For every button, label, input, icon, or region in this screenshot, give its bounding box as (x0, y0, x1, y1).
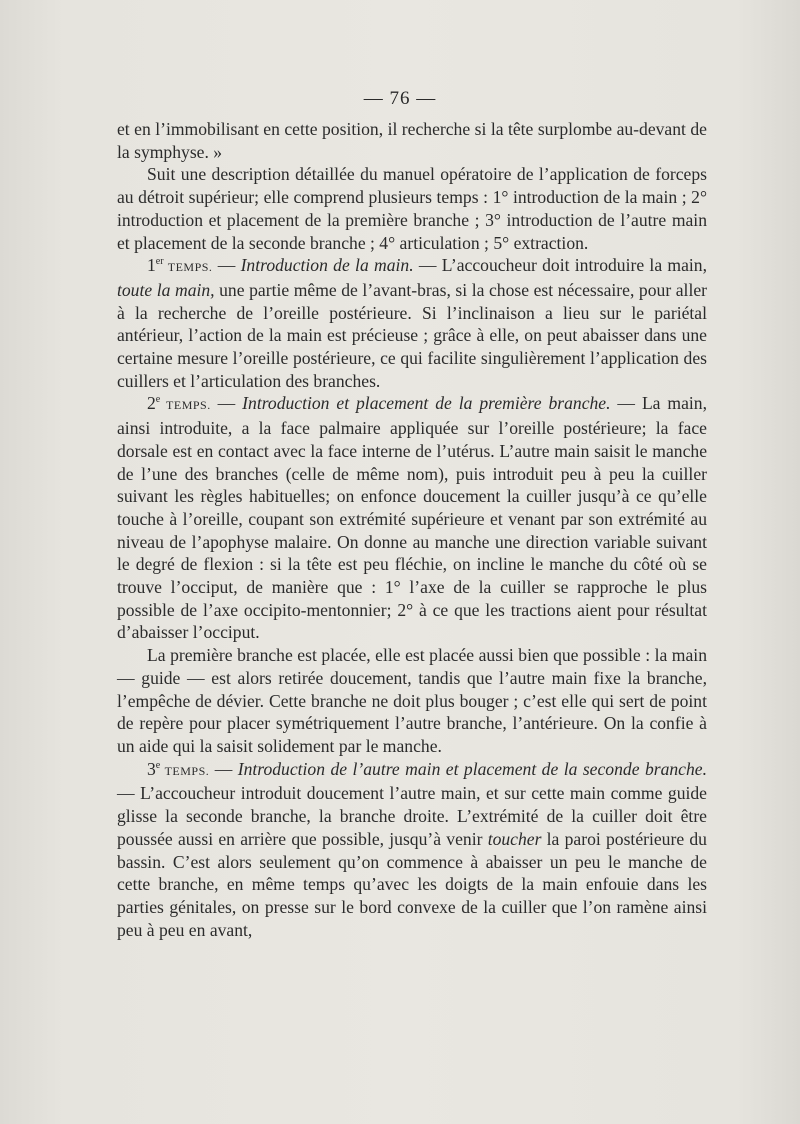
paragraph-temps-1 (117, 254, 707, 392)
paragraph-summary: Suit une description détaillée du manuel opératoire de l’application de forceps au détroit supérieur; elle comprend plusieurs temps : 1° introduction de la main ; 2° introduction et placement de la première branche ; 3° introduction de l’autre main et placement de la seconde branche ; 4° articulation ; 5° extraction. (117, 164, 707, 253)
paragraph-continuation: et en l’immobilisant en cette position, il recherche si la tête surplombe au-devant de la symphyse. » (117, 119, 707, 162)
temps-1-ordinal: er (155, 256, 164, 268)
temps-2-title: Introduction et placement de la première branche. (242, 393, 611, 414)
temps-1-number: 1 (147, 255, 156, 276)
temps-3-text-a: — L’accoucheur introduit doucement l’autre main, et sur cette main comme guide glisse la seconde branche, la branche droite. L’extrémité de la cuiller doit être poussée aussi en arrière que possible, jusqu’à venir (117, 783, 707, 849)
temps-1-dash: — (212, 255, 241, 276)
temps-3-ordinal: e (155, 759, 161, 771)
body-text (117, 118, 707, 941)
temps-3-label: TEMPS. (160, 763, 210, 778)
temps-2-number: 2 (147, 393, 156, 414)
temps-3-title: Introduction de l’autre main et placement de la seconde branche. (237, 758, 707, 779)
page-number: — 76 — (363, 88, 437, 109)
paragraph-temps-2 (117, 392, 707, 644)
temps-2-text: — La main, ainsi introduite, a la face palmaire appliquée sur l’oreille postérieure; la face dorsale est en contact avec la face interne de l’utérus. L’autre main saisit le manche de l’une des branches (celle de même nom), puis introduit peu à peu la cuiller suivant les règles habituelles; on enfonce doucement la cuiller jusqu’à ce qu’elle touche à l’oreille, coupant son extrémité supérieure et venant par son extrémité au niveau de l’apophyse malaire. On donne au manche une direction variable suivant le degré de flexion : si la tête est peu fléchie, on incline le manche du côté où se trouve l’occiput, de manière que : 1° l’axe de la cuiller se rapproche le plus possible de l’axe occipito-mentonnier; 2° à ce que les tractions aient pour résultat d’abaisser l’occiput. (117, 393, 707, 643)
temps-2-dash: — (210, 393, 243, 414)
temps-3-dash: — (209, 758, 238, 779)
temps-3-text-b: la paroi postérieure du bassin. C’est alors seulement qu’on commence à abaisser un peu le manche de cette branche, en même temps qu’avec les doigts de la main enfouie dans les parties génitales, on presse sur le bord convexe de la cuiller que l’on ramène ainsi peu à peu en avant, (117, 828, 707, 940)
temps-3-number: 3 (147, 758, 156, 779)
temps-2-ordinal: e (155, 394, 161, 406)
temps-1-label: TEMPS. (163, 260, 213, 275)
temps-2-label: TEMPS. (160, 398, 211, 413)
temps-1-emphasis: toute la main, (117, 279, 215, 300)
temps-1-text-a: — L’accoucheur doit introduire la main, (413, 255, 707, 276)
temps-1-title: Introduction de la main. (240, 255, 414, 276)
temps-3-emphasis: toucher (487, 828, 542, 849)
paragraph-first-branch: La première branche est placée, elle est placée aussi bien que possible : la main — guide — est alors retirée doucement, tandis que l’autre main fixe la branche, l’empêche de dévier. Cette branche ne doit plus bouger ; c’est elle qui sert de point de repère pour placer symétriquement l’autre branche, l’antérieure. On la confie à un aide qui la saisit solidement par le manche. (117, 645, 707, 756)
paragraph-temps-3 (117, 758, 707, 942)
temps-1-text-b: une partie même de l’avant-bras, si la chose est nécessaire, pour aller à la recherche de l’oreille postérieure. Si l’inclinaison a lieu sur le pariétal antérieur, l’action de la main est précieuse ; grâce à elle, on peut abaisser dans une certaine mesure l’oreille postérieure, ce qui facilite singulièrement l’application des cuillers et l’articulation des branches. (117, 279, 707, 391)
